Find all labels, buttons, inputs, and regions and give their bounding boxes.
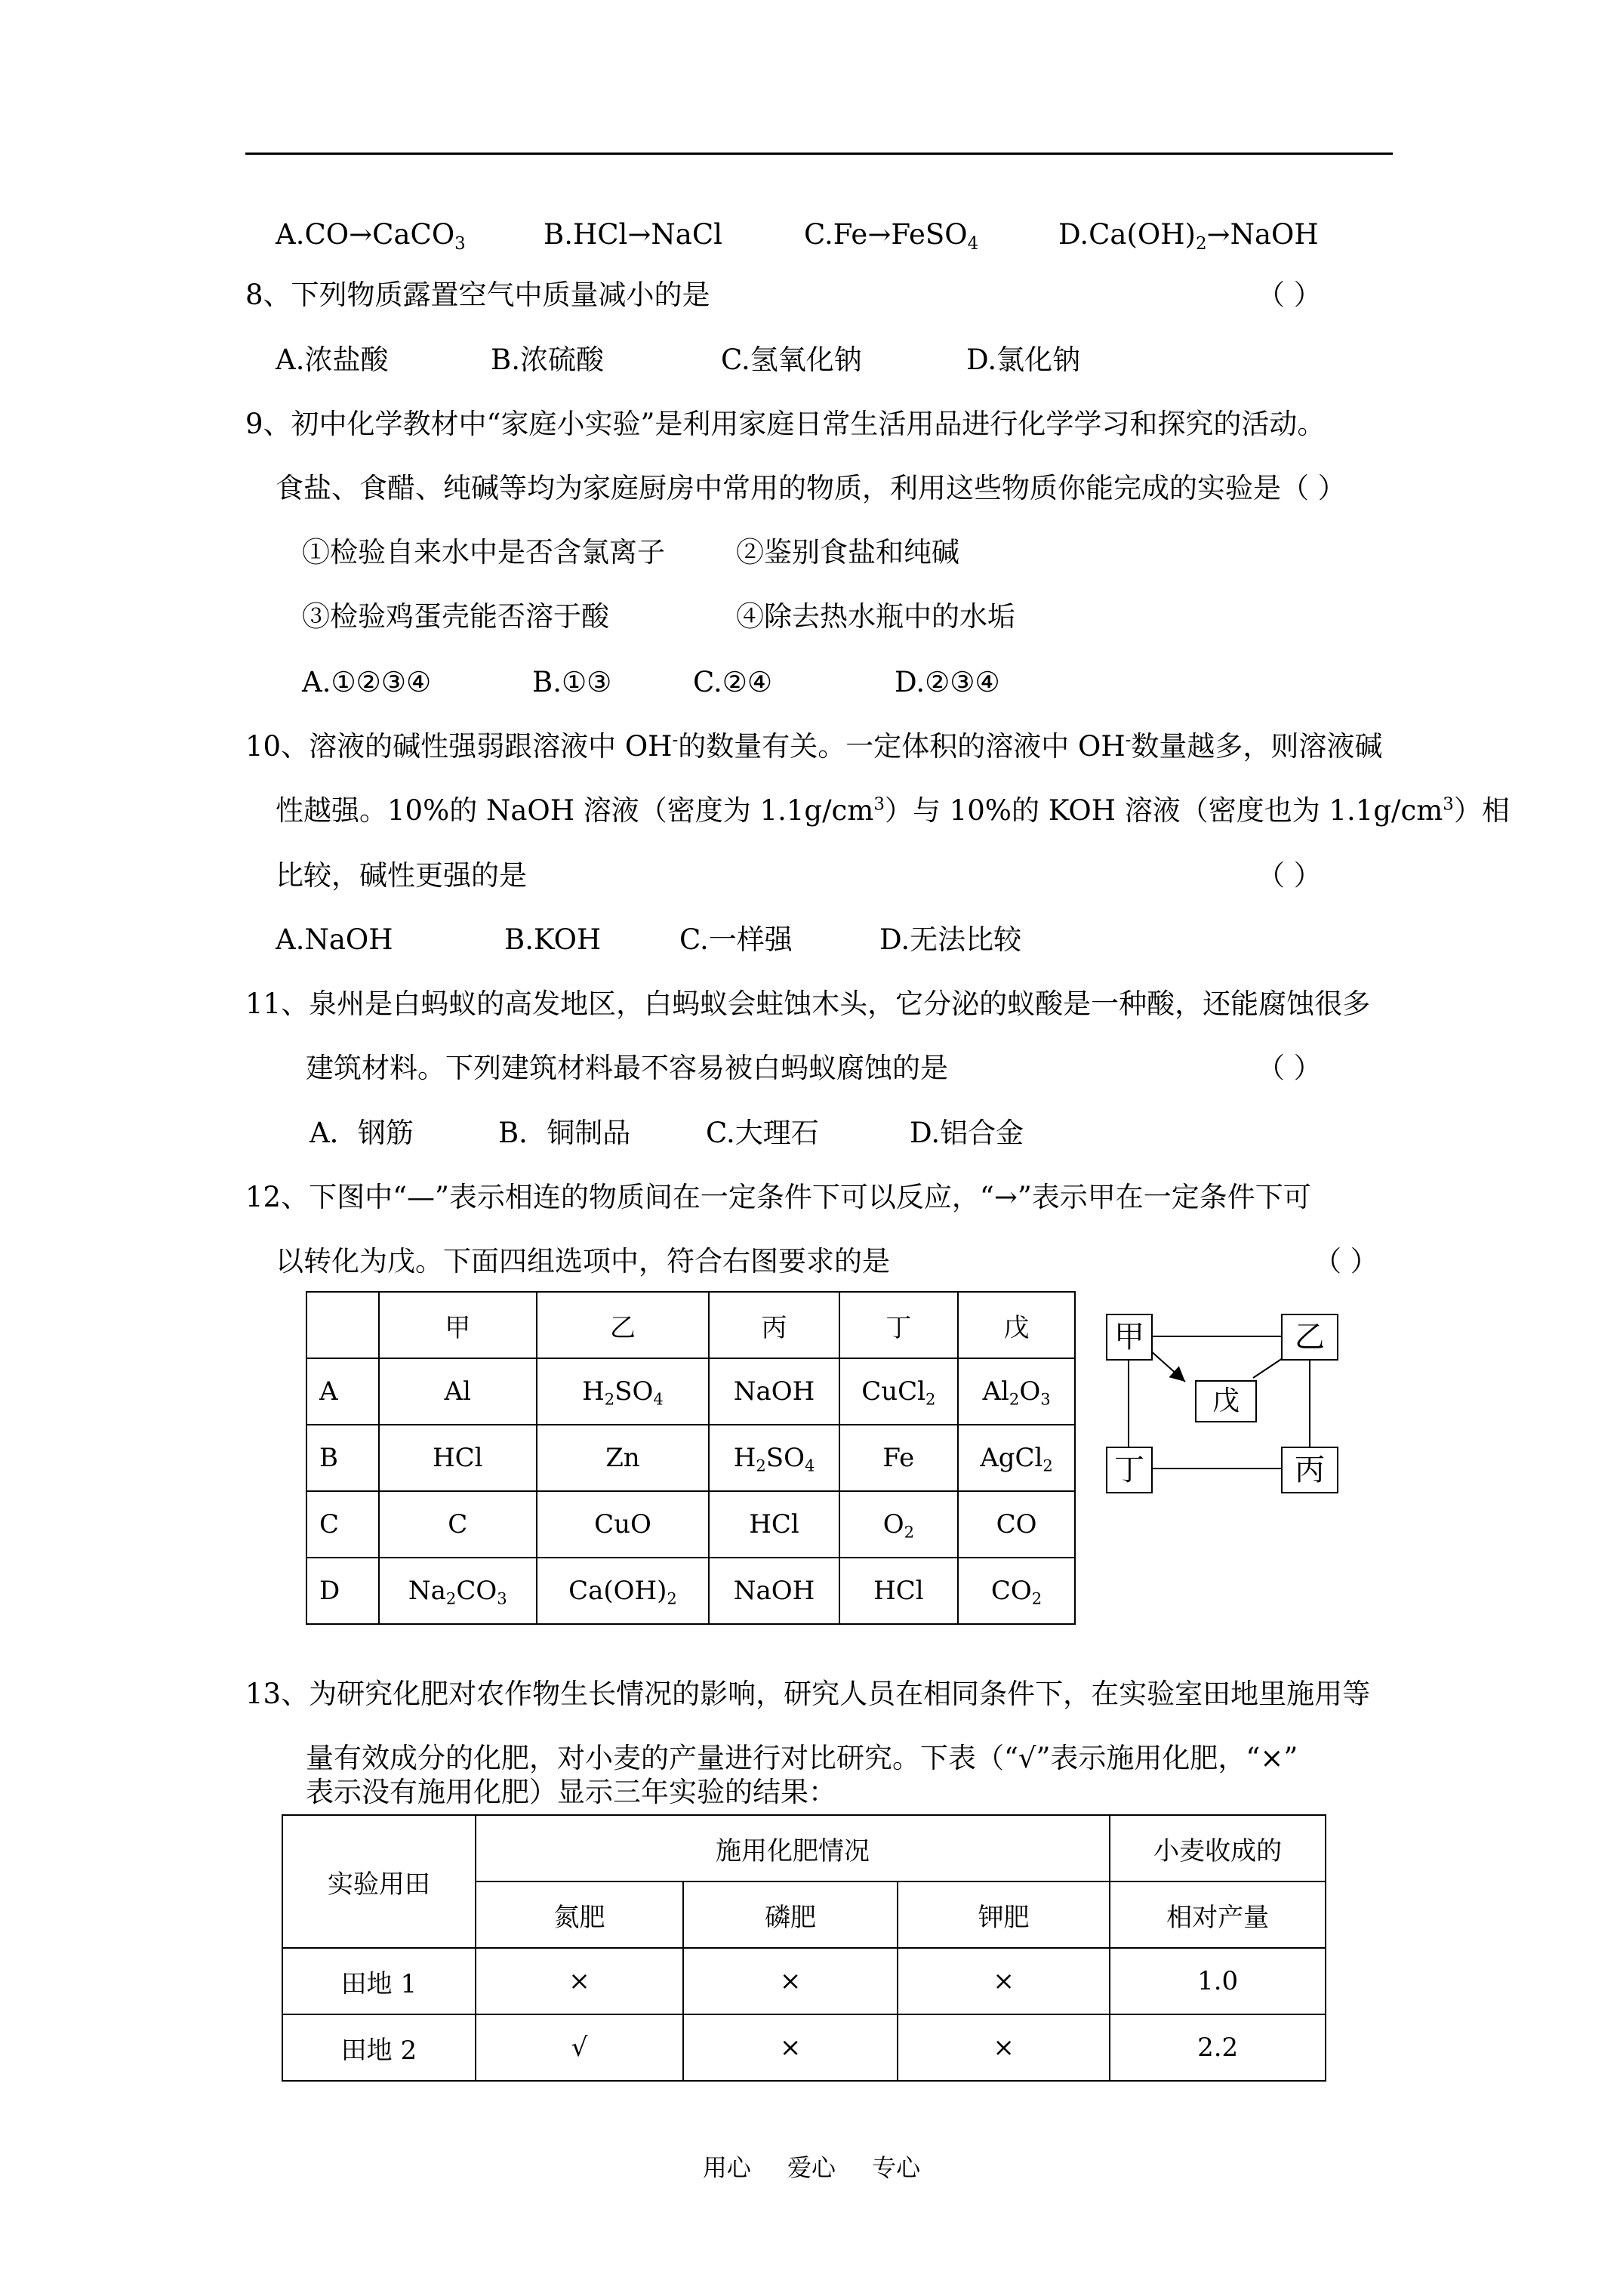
field-cell: 田地 2 — [282, 2014, 476, 2081]
node-yi: 乙 — [1281, 1314, 1338, 1361]
q7-option-d: $D.Ca(OH)_2\to NaOH$ — [1058, 218, 1319, 254]
nitrogen-cell: × — [476, 1948, 684, 2014]
table-cell: $Na_2CO_3$ — [379, 1558, 537, 1624]
potassium-cell: × — [898, 2014, 1110, 2081]
table-header-cell: 甲 — [379, 1292, 537, 1358]
row-label: A — [306, 1358, 379, 1425]
table-cell: HCl — [379, 1425, 537, 1491]
table-cell: Al — [379, 1358, 537, 1425]
table-cell: NaOH — [709, 1358, 839, 1425]
q13-line-3: 表示没有施用化肥）显示三年实验的结果： — [306, 1776, 836, 1808]
node-ding: 丁 — [1106, 1447, 1153, 1493]
table-corner-cell — [306, 1292, 379, 1358]
q11-option-d: D.铝合金 — [910, 1117, 1024, 1149]
phosphorus-cell: × — [683, 2014, 897, 2081]
q13-line-2: 量有效成分的化肥，对小麦的产量进行对比研究。下表（“√”表示施用化肥，“×” — [306, 1742, 1298, 1774]
q9-option-d: D.②③④ — [895, 666, 1000, 698]
table-cell: CuCl$_2$ — [839, 1358, 958, 1425]
head-fertilizer: 施用化肥情况 — [476, 1815, 1110, 1881]
table-cell: CuO — [537, 1491, 710, 1558]
q12-line-2: 以转化为戊。下面四组选项中，符合右图要求的是 — [276, 1245, 890, 1277]
q10-answer-paren: （ ） — [1257, 859, 1322, 892]
table-header-row — [306, 1292, 1075, 1358]
header-rule — [245, 153, 1393, 155]
q9-option-a: A.①②③④ — [302, 666, 432, 698]
q9-item-3: ③检验鸡蛋壳能否溶于酸 — [302, 600, 609, 633]
q10-line-2: 性越强。10%的 NaOH 溶液（密度为 $1.1g/cm^3$）与 10%的 KOH 溶液（密度也为 $1.1g/cm^3$）相 — [276, 794, 1510, 827]
table-row — [282, 2014, 1326, 2081]
row-label: D — [306, 1558, 379, 1624]
q8-stem: 8、下列物质露置空气中质量减小的是 — [245, 279, 710, 311]
head-yield-1: 小麦收成的 — [1110, 1815, 1326, 1881]
head-nitrogen: 氮肥 — [476, 1881, 684, 1948]
q10-option-c: C.一样强 — [679, 923, 793, 956]
q12-options-table — [306, 1291, 1076, 1625]
table-cell: C — [379, 1491, 537, 1558]
table-cell: $O_2$ — [839, 1491, 958, 1558]
q7-option-b: B.HCl→NaCl — [544, 218, 722, 251]
head-phosphorus: 磷肥 — [683, 1881, 897, 1948]
q8-option-b: B.浓硫酸 — [491, 344, 604, 376]
q9-line-2: 食盐、食醋、纯碱等均为家庭厨房中常用的物质，利用这些物质你能完成的实验是（ ） — [276, 472, 1346, 504]
q11-line-1: 11、泉州是白蚂蚁的高发地区，白蚂蚁会蛀蚀木头，它分泌的蚁酸是一种酸，还能腐蚀很多 — [245, 988, 1371, 1020]
node-jia: 甲 — [1106, 1314, 1153, 1361]
table-header-cell: 戊 — [958, 1292, 1075, 1358]
q9-line-1: 9、初中化学教材中“家庭小实验”是利用家庭日常生活用品进行化学学习和探究的活动。 — [245, 408, 1326, 440]
q9-item-1: ①检验自来水中是否含氯离子 — [302, 536, 665, 569]
page-footer: 用心 爱心 专心 — [702, 2153, 921, 2182]
table-row — [306, 1558, 1075, 1624]
table-cell: CO — [958, 1491, 1075, 1558]
q11-answer-paren: （ ） — [1257, 1052, 1322, 1084]
phosphorus-cell: × — [683, 1948, 897, 2014]
q10-option-b: B.KOH — [504, 923, 602, 956]
q13-line-1: 13、为研究化肥对农作物生长情况的影响，研究人员在相同条件下，在实验室田地里施用等 — [245, 1678, 1371, 1710]
field-cell: 田地 1 — [282, 1948, 476, 2014]
q7-option-c: C.Fe→FeSO$_4$ — [804, 218, 979, 254]
node-bing: 丙 — [1281, 1447, 1338, 1493]
q11-option-b: B．铜制品 — [498, 1117, 631, 1149]
q8-answer-paren: （ ） — [1257, 279, 1322, 311]
q12-line-1: 12、下图中“—”表示相连的物质间在一定条件下可以反应，“→”表示甲在一定条件下可 — [245, 1181, 1311, 1213]
table-row — [282, 1948, 1326, 2014]
yield-cell: 1.0 — [1110, 1948, 1326, 2014]
table-header-cell: 丁 — [839, 1292, 958, 1358]
q11-option-a: A．钢筋 — [310, 1117, 414, 1149]
table-cell: $H_2SO_4$ — [709, 1425, 839, 1491]
q9-option-c: C.②④ — [693, 666, 773, 698]
row-label: B — [306, 1425, 379, 1491]
q10-option-a: A.NaOH — [276, 923, 393, 956]
head-yield-2: 相对产量 — [1110, 1881, 1326, 1948]
table-cell: AgCl$_2$ — [958, 1425, 1075, 1491]
q8-option-c: C.氢氧化钠 — [721, 344, 862, 376]
q11-line-2: 建筑材料。下列建筑材料最不容易被白蚂蚁腐蚀的是 — [306, 1052, 948, 1084]
q12-reaction-diagram — [1106, 1314, 1363, 1495]
q11-option-c: C.大理石 — [706, 1117, 819, 1149]
table-header-cell: 丙 — [709, 1292, 839, 1358]
q7-option-a: A.CO→CaCO$_3$ — [276, 218, 466, 254]
head-potassium: 钾肥 — [898, 1881, 1110, 1948]
q10-option-d: D.无法比较 — [879, 923, 1022, 956]
q12-answer-paren: （ ） — [1313, 1245, 1378, 1277]
row-label: C — [306, 1491, 379, 1558]
table-cell: HCl — [839, 1558, 958, 1624]
table-row — [306, 1425, 1075, 1491]
table-header-cell: 乙 — [537, 1292, 710, 1358]
table-cell: $CO_2$ — [958, 1558, 1075, 1624]
table-cell: Zn — [537, 1425, 710, 1491]
q10-line-1: 10、溶液的碱性强弱跟溶液中 OH-的数量有关。一定体积的溶液中 OH-数量越多，则溶液碱 — [245, 730, 1383, 763]
q9-option-b: B.①③ — [532, 666, 612, 698]
q9-item-2: ②鉴别食盐和纯碱 — [736, 536, 959, 569]
node-wu: 戊 — [1195, 1380, 1257, 1422]
table-cell: $Al_2O_3$ — [958, 1358, 1075, 1425]
table-row — [306, 1491, 1075, 1558]
q8-option-a: A.浓盐酸 — [276, 344, 389, 376]
q10-line-3: 比较，碱性更强的是 — [276, 859, 527, 892]
table-cell: NaOH — [709, 1558, 839, 1624]
table-cell: Fe — [839, 1425, 958, 1491]
nitrogen-cell: √ — [476, 2014, 684, 2081]
head-field: 实验用田 — [282, 1815, 476, 1948]
table-cell: $Ca(OH)_2$ — [537, 1558, 710, 1624]
table-row — [306, 1358, 1075, 1425]
yield-cell: 2.2 — [1110, 2014, 1326, 2081]
q8-option-d: D.氯化钠 — [966, 344, 1081, 376]
table-header-row — [282, 1815, 1326, 1881]
q9-item-4: ④除去热水瓶中的水垢 — [736, 600, 1015, 633]
table-cell: HCl — [709, 1491, 839, 1558]
q13-fertilizer-table — [282, 1814, 1326, 2082]
potassium-cell: × — [898, 1948, 1110, 2014]
table-cell: $H_2SO_4$ — [537, 1358, 710, 1425]
